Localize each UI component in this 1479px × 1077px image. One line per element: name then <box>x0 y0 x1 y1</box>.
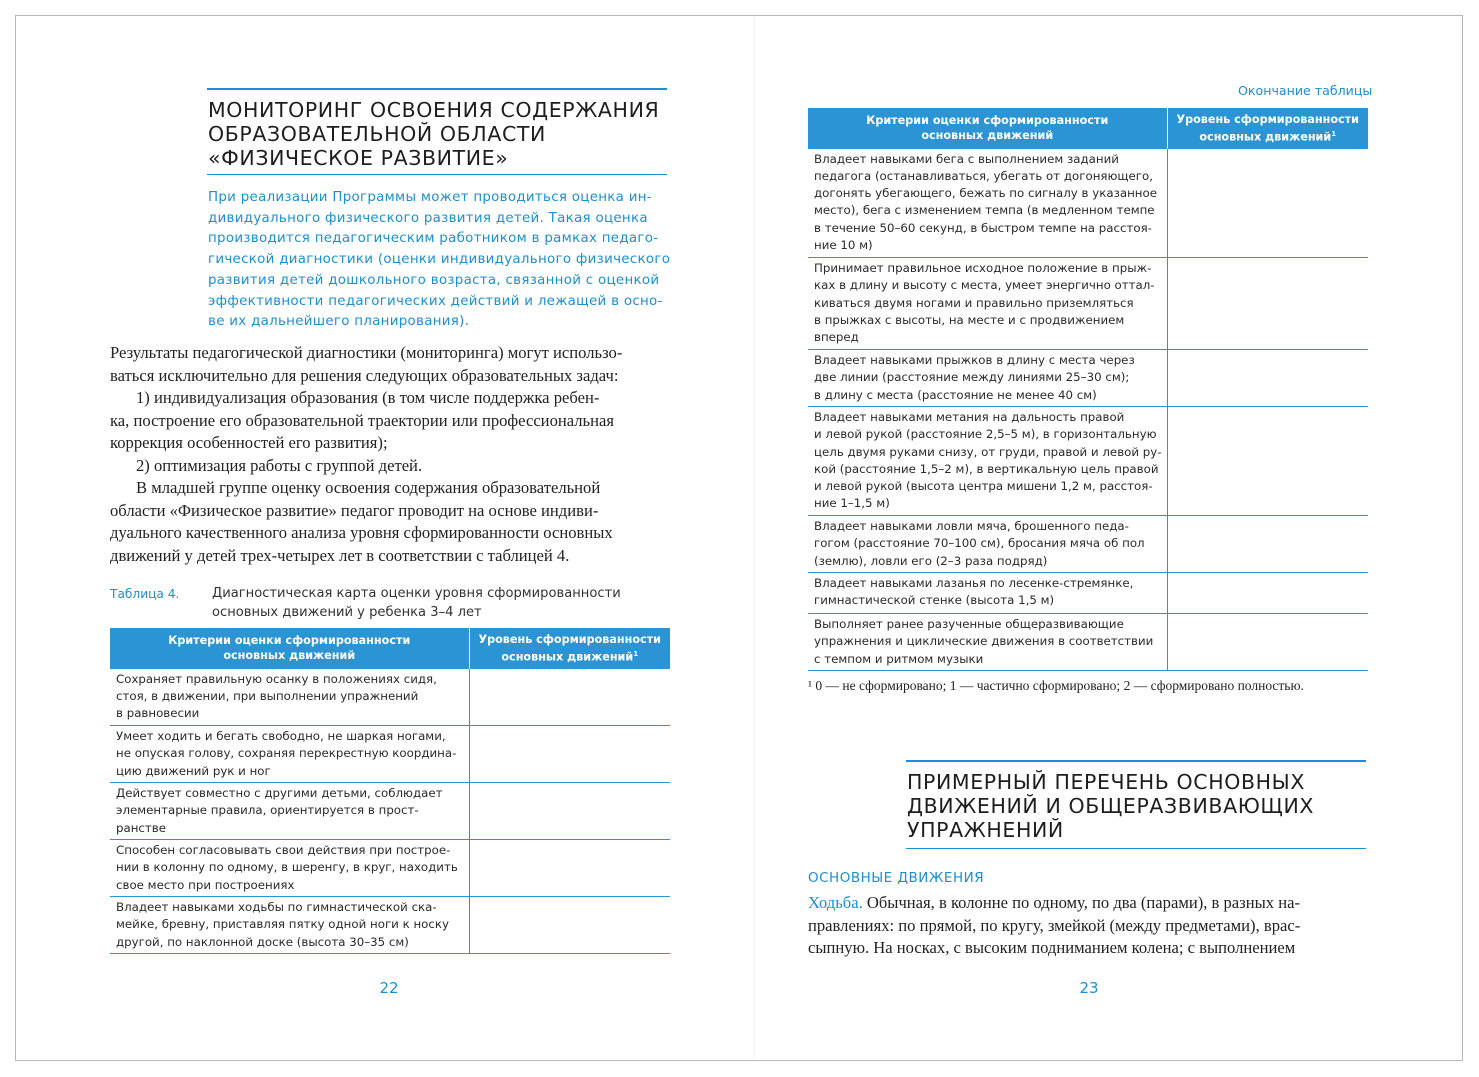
body-line: коррекция особенностей его развития); <box>110 433 388 452</box>
header-criteria <box>808 108 1167 149</box>
level-cell[interactable] <box>469 726 670 783</box>
criteria-line: догонять убегающего, бежать по сигналу в указанное <box>814 186 1157 201</box>
criteria-cell <box>808 516 1167 573</box>
body-line: 1) индивидуализация образования (в том числе поддержка ребен- <box>136 388 600 407</box>
criteria-line: Выполняет ранее разученные общеразвивающие <box>814 617 1124 632</box>
table-row <box>110 783 670 840</box>
criteria-line: ках в длину и высоту с места, умеет энергично оттал- <box>814 278 1155 293</box>
criteria-table-right <box>808 108 1368 671</box>
section-top-rule <box>207 88 667 90</box>
intro-paragraph <box>208 188 670 333</box>
criteria-line: Владеет навыками метания на дальность правой <box>814 410 1125 425</box>
criteria-line: Владеет навыками бега с выполнением заданий <box>814 151 1119 166</box>
criteria-line: Владеет навыками лазанья по лесенке-стремянке, <box>814 576 1134 591</box>
level-cell[interactable] <box>1167 614 1368 671</box>
subheading-basic-movements: ОСНОВНЫЕ ДВИЖЕНИЯ <box>808 870 985 886</box>
footnote-mark: 1 <box>1331 130 1337 138</box>
criteria-line: место), бега с изменением темпа (в медленном темпе <box>814 203 1155 218</box>
table-header-row <box>808 108 1368 149</box>
intro-line: При реализации Программы может проводиться оценка ин- <box>208 190 652 205</box>
table-row <box>808 350 1368 407</box>
section-title-line: МОНИТОРИНГ ОСВОЕНИЯ СОДЕРЖАНИЯ <box>208 98 660 122</box>
intro-line: ве их дальнейшего планирования). <box>208 314 470 330</box>
intro-line: развития детей дошкольного возраста, связанной с оценкой <box>208 272 660 288</box>
table-header-row <box>110 628 670 669</box>
criteria-line: Владеет навыками прыжков в длину с места через <box>814 353 1135 368</box>
body-line: дуального качественного анализа уровня сформированности основных <box>110 523 613 542</box>
header-level-line: Уровень сформированности <box>1176 113 1360 126</box>
table-row <box>808 573 1368 614</box>
criteria-line: в длину с места (расстояние не менее 40 см) <box>814 387 1097 402</box>
table-row <box>808 258 1368 350</box>
intro-line: эффективности педагогических действий и лежащей в осно- <box>208 293 663 309</box>
criteria-line: в течение 50–60 секунд, в быстром темпе на расстоя- <box>814 220 1152 235</box>
section-title-line: ДВИЖЕНИЙ И ОБЩЕРАЗВИВАЮЩИХ <box>907 794 1315 818</box>
criteria-line: мейке, бревну, приставляя пятку одной ноги к носку <box>116 917 449 932</box>
table-caption <box>212 584 621 622</box>
header-level-line: основных движений <box>1199 130 1332 144</box>
criteria-line: в равновесии <box>116 706 200 721</box>
left-page <box>16 16 754 1060</box>
criteria-line: две линии (расстояние между линиями 25–30 см); <box>814 370 1130 385</box>
criteria-line: с темпом и ритмом музыки <box>814 651 984 666</box>
walking-line: правлениях: по прямой, по кругу, змейкой (между предметами), врас- <box>808 915 1301 935</box>
criteria-cell <box>808 573 1167 614</box>
criteria-line: Владеет навыками ходьбы по гимнастической ска- <box>116 900 437 915</box>
table-caption-label: Таблица 4. <box>110 587 180 601</box>
section-title <box>208 98 659 170</box>
criteria-line: вперед <box>814 330 859 345</box>
header-criteria-line: основных движений <box>223 649 356 663</box>
header-level <box>1167 108 1368 149</box>
criteria-cell <box>110 669 469 726</box>
level-cell[interactable] <box>1167 350 1368 407</box>
table-row <box>808 149 1368 258</box>
body-paragraph <box>110 342 622 567</box>
criteria-line: и левой рукой (высота центра мишени 1,2 м, расстоя- <box>814 479 1153 494</box>
header-level-line: Уровень сформированности <box>478 633 662 646</box>
page-number: 22 <box>379 979 399 997</box>
level-cell[interactable] <box>469 840 670 897</box>
criteria-cell <box>808 614 1167 671</box>
body-line: 2) оптимизация работы с группой детей. <box>136 455 423 475</box>
criteria-line: стоя, в движении, при выполнении упражнений <box>116 688 419 703</box>
criteria-line: гогом (расстояние 70–100 см), бросания мяча об пол <box>814 536 1145 551</box>
section-title-line: ПРИМЕРНЫЙ ПЕРЕЧЕНЬ ОСНОВНЫХ <box>907 770 1305 794</box>
section-title <box>907 770 1314 842</box>
level-cell[interactable] <box>1167 573 1368 614</box>
level-cell[interactable] <box>1167 407 1368 516</box>
criteria-line: и левой рукой (расстояние 2,5–5 м), в горизонтальную <box>814 427 1157 442</box>
right-page <box>755 16 1464 1060</box>
table-row <box>808 516 1368 573</box>
criteria-line: цию движений рук и ног <box>116 763 271 778</box>
criteria-line: Способен согласовывать свои действия при построе- <box>116 843 451 858</box>
criteria-line: не опуская голову, сохраняя перекрестную координа- <box>116 746 457 761</box>
criteria-line: педагога (останавливаться, убегать от догоняющего, <box>814 168 1153 183</box>
walking-line: сыпную. На носках, с высоким подниманием колена; с выполнением <box>808 938 1296 957</box>
criteria-line: ранстве <box>116 820 166 835</box>
criteria-line: нии в колонну по одному, в шеренгу, в круг, находить <box>116 860 458 875</box>
criteria-line: в прыжках с высоты, на месте и с продвижением <box>814 312 1125 327</box>
header-criteria <box>110 628 469 669</box>
table-row <box>110 840 670 897</box>
table-row <box>110 669 670 726</box>
table-row <box>110 726 670 783</box>
level-cell[interactable] <box>1167 149 1368 258</box>
section-title-line: УПРАЖНЕНИЙ <box>907 818 1064 842</box>
header-level <box>469 628 670 669</box>
section-bottom-rule <box>207 174 667 175</box>
section-title-line: «ФИЗИЧЕСКОЕ РАЗВИТИЕ» <box>208 146 509 170</box>
table-row <box>808 407 1368 516</box>
criteria-line: Действует совместно с другими детьми, соблюдает <box>116 786 443 801</box>
level-cell[interactable] <box>469 669 670 726</box>
criteria-line: цель двумя руками снизу, от груди, правой и левой ру- <box>814 444 1162 459</box>
criteria-line: (землю), ловли его (2–3 раза подряд) <box>814 553 1048 568</box>
body-line: Результаты педагогической диагностики (мониторинга) могут использо- <box>110 343 623 362</box>
criteria-line: свое место при построениях <box>116 877 295 892</box>
section-title-line: ОБРАЗОВАТЕЛЬНОЙ ОБЛАСТИ <box>208 122 546 146</box>
table-caption-line: основных движений у ребенка 3–4 лет <box>212 605 482 620</box>
header-criteria-line: Критерии оценки сформированности <box>866 114 1109 128</box>
criteria-cell <box>110 726 469 783</box>
intro-line: производится педагогическим работником в рамках педаго- <box>208 231 659 247</box>
criteria-line: упражнения и циклические движения в соответствии <box>814 634 1154 649</box>
header-criteria-line: Критерии оценки сформированности <box>168 634 411 648</box>
criteria-line: ние 1–1,5 м) <box>814 496 890 511</box>
walking-line: Обычная, в колонне по одному, по два (парами), в разных на- <box>862 893 1300 912</box>
page-number: 23 <box>1079 979 1099 997</box>
body-line: движений у детей трех-четырех лет в соответствии с таблицей 4. <box>110 545 570 565</box>
criteria-cell <box>808 149 1167 258</box>
criteria-line: Принимает правильное исходное положение в прыж- <box>814 261 1152 276</box>
continuation-label: Окончание таблицы <box>1238 83 1373 98</box>
walking-paragraph <box>808 892 1300 960</box>
level-cell[interactable] <box>469 897 670 954</box>
level-cell[interactable] <box>1167 516 1368 573</box>
body-line: В младшей группе оценку освоения содержания образовательной <box>136 478 601 497</box>
criteria-cell <box>808 258 1167 350</box>
intro-line: гической диагностики (оценки индивидуального физического <box>208 252 671 268</box>
criteria-cell <box>110 897 469 954</box>
table-caption-line: Диагностическая карта оценки уровня сформированности <box>212 586 621 601</box>
table-row <box>808 614 1368 671</box>
body-line: ка, построение его образовательной траектории или профессиональная <box>110 410 614 430</box>
table-row <box>110 897 670 954</box>
criteria-line: гимнастической стенке (высота 1,5 м) <box>814 593 1055 608</box>
criteria-table-left <box>110 628 670 954</box>
criteria-line: Сохраняет правильную осанку в положениях сидя, <box>116 671 437 686</box>
criteria-line: элементарные правила, ориентируется в прост- <box>116 803 419 818</box>
criteria-line: другой, по наклонной доске (высота 30–35 см) <box>116 934 409 949</box>
intro-line: дивидуального физического развития детей. Такая оценка <box>208 210 648 226</box>
criteria-cell <box>808 350 1167 407</box>
criteria-cell <box>808 407 1167 516</box>
criteria-line: ние 10 м) <box>814 237 873 252</box>
body-line: области «Физическое развитие» педагог проводит на основе индиви- <box>110 500 599 520</box>
criteria-line: кой (расстояние 1,5–2 м), в вертикальную цель правой <box>814 461 1159 476</box>
walking-lead: Ходьба. <box>808 893 863 912</box>
header-criteria-line: основных движений <box>921 129 1054 143</box>
level-cell[interactable] <box>469 783 670 840</box>
criteria-line: киваться двумя ногами и правильно приземляться <box>814 295 1134 310</box>
header-level-line: основных движений <box>501 650 634 664</box>
criteria-line: Владеет навыками ловли мяча, брошенного педа- <box>814 519 1129 534</box>
criteria-cell <box>110 840 469 897</box>
book-spread <box>15 15 1463 1061</box>
criteria-line: Умеет ходить и бегать свободно, не шаркая ногами, <box>116 729 446 744</box>
level-cell[interactable] <box>1167 258 1368 350</box>
footnote-mark: 1 <box>633 650 639 658</box>
criteria-cell <box>110 783 469 840</box>
section-top-rule <box>906 760 1366 762</box>
section-bottom-rule <box>906 848 1366 849</box>
body-line: ваться исключительно для решения следующих образовательных задач: <box>110 365 619 385</box>
table-footnote: ¹ 0 — не сформировано; 1 — частично сформировано; 2 — сформировано полностью. <box>808 678 1304 693</box>
